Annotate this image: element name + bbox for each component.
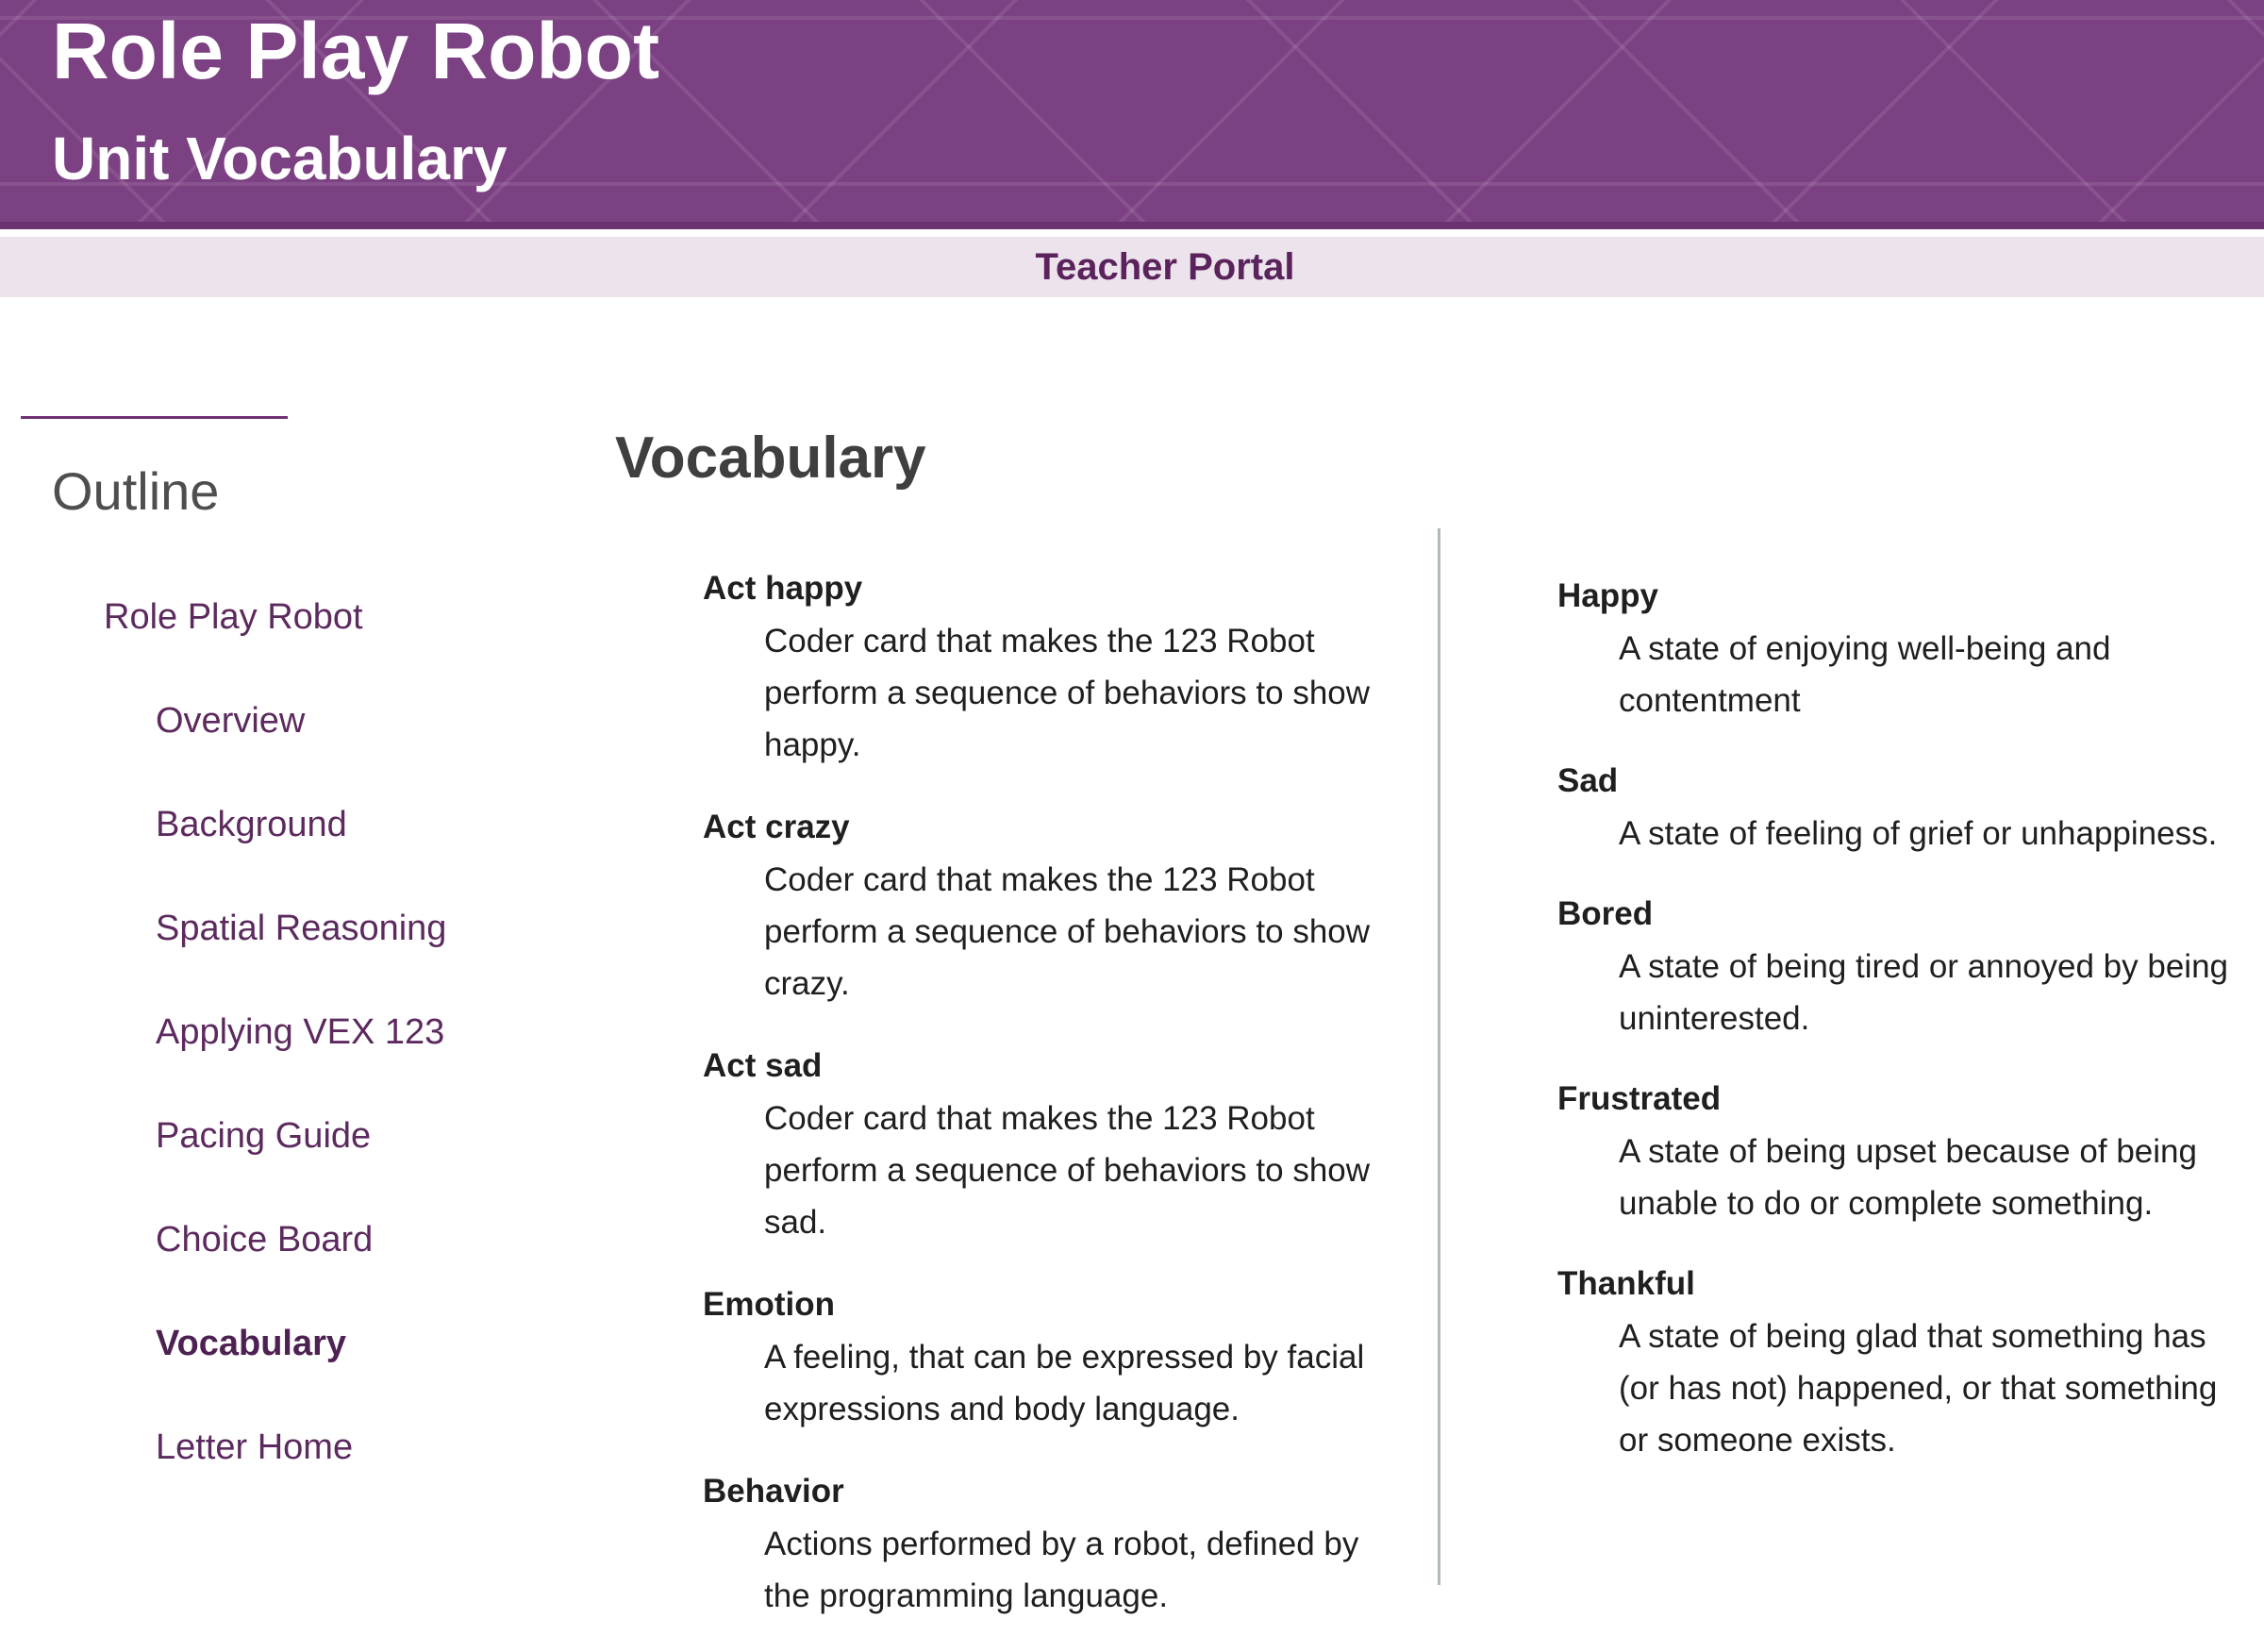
sidebar-item-vocabulary[interactable] bbox=[156, 1323, 604, 1364]
sidebar-item-role-play-robot[interactable] bbox=[104, 596, 604, 638]
sidebar-link-vocabulary[interactable]: Vocabulary bbox=[156, 1324, 347, 1363]
sidebar-item-choice-board[interactable] bbox=[156, 1219, 604, 1260]
vocab-entry-act-happy bbox=[703, 562, 1382, 771]
vocab-entry-act-crazy bbox=[703, 801, 1382, 1010]
vocab-definition: A state of enjoying well-being and contentment bbox=[1619, 630, 2111, 719]
vocab-definition: A state of being glad that something has (or has not) happened, or that something or someone exists. bbox=[1619, 1318, 2218, 1459]
outline-accent-rule bbox=[21, 416, 288, 419]
sidebar-item-applying-vex-123[interactable] bbox=[156, 1011, 604, 1053]
vocab-definition: Actions performed by a robot, defined by the programming language. bbox=[764, 1526, 1359, 1614]
outline-nav bbox=[0, 596, 604, 1530]
vocab-definition: A state of feeling of grief or unhappiness. bbox=[1619, 815, 2218, 852]
vocab-entry-act-sad bbox=[703, 1040, 1382, 1248]
vocab-term: Act happy bbox=[703, 570, 863, 607]
sidebar-link-overview[interactable]: Overview bbox=[156, 701, 306, 741]
sidebar-item-spatial-reasoning[interactable] bbox=[156, 908, 604, 949]
vocab-definition: Coder card that makes the 123 Robot perform a sequence of behaviors to show happy. bbox=[764, 623, 1371, 763]
sidebar-link-choice-board[interactable]: Choice Board bbox=[156, 1220, 374, 1260]
vocab-term: Happy bbox=[1557, 577, 1658, 614]
vocab-definition: A state of being tired or annoyed by being uninterested. bbox=[1619, 948, 2229, 1037]
vocab-entry-thankful bbox=[1557, 1258, 2237, 1466]
vocab-term: Frustrated bbox=[1557, 1080, 1722, 1117]
sidebar-item-overview[interactable] bbox=[156, 700, 604, 742]
vocab-term: Act crazy bbox=[703, 809, 850, 845]
vocab-definition: A feeling, that can be expressed by facial expressions and body language. bbox=[764, 1339, 1365, 1427]
sidebar-item-letter-home[interactable] bbox=[156, 1427, 604, 1468]
vocab-term: Emotion bbox=[703, 1286, 835, 1323]
vocab-definition: Coder card that makes the 123 Robot perform a sequence of behaviors to show crazy. bbox=[764, 861, 1371, 1002]
sidebar-link-applying-vex-123[interactable]: Applying VEX 123 bbox=[156, 1012, 445, 1052]
teacher-portal-label: Teacher Portal bbox=[1035, 245, 1295, 288]
sidebar-link-letter-home[interactable]: Letter Home bbox=[156, 1427, 354, 1467]
vocab-entry-behavior bbox=[703, 1465, 1382, 1622]
vocab-entry-bored bbox=[1557, 888, 2237, 1044]
vocab-column-left bbox=[703, 562, 1382, 1652]
vocab-entry-emotion bbox=[703, 1278, 1382, 1435]
sidebar-link-spatial-reasoning[interactable]: Spatial Reasoning bbox=[156, 909, 447, 948]
vocab-definition: A state of being upset because of being unable to do or complete something. bbox=[1619, 1133, 2197, 1222]
vocab-term: Bored bbox=[1557, 895, 1654, 932]
outline-nav-list bbox=[0, 596, 604, 1468]
outline-heading: Outline bbox=[52, 461, 220, 521]
column-divider bbox=[1438, 528, 1440, 1585]
unit-title: Role Play Robot bbox=[52, 7, 660, 95]
vocab-entry-frustrated bbox=[1557, 1073, 2237, 1229]
vocab-term: Thankful bbox=[1557, 1265, 1695, 1302]
teacher-portal-banner bbox=[0, 237, 2264, 297]
vocab-entry-sad bbox=[1557, 755, 2237, 859]
vocab-term: Act sad bbox=[703, 1047, 823, 1084]
sidebar-item-pacing-guide[interactable] bbox=[156, 1115, 604, 1157]
sidebar-item-background[interactable] bbox=[156, 804, 604, 845]
page-title: Vocabulary bbox=[615, 426, 926, 491]
vocab-term: Sad bbox=[1557, 762, 1619, 799]
vocab-column-right bbox=[1557, 570, 2237, 1494]
vocab-definition: Coder card that makes the 123 Robot perform a sequence of behaviors to show sad. bbox=[764, 1100, 1371, 1241]
sidebar-link-role-play-robot[interactable]: Role Play Robot bbox=[104, 597, 363, 637]
sidebar-link-pacing-guide[interactable]: Pacing Guide bbox=[156, 1116, 372, 1156]
sidebar-link-background[interactable]: Background bbox=[156, 805, 347, 844]
vocab-entry-happy bbox=[1557, 570, 2237, 726]
vocab-term: Behavior bbox=[703, 1473, 844, 1510]
page-subtitle: Unit Vocabulary bbox=[52, 125, 508, 192]
unit-header-banner bbox=[0, 0, 2264, 229]
